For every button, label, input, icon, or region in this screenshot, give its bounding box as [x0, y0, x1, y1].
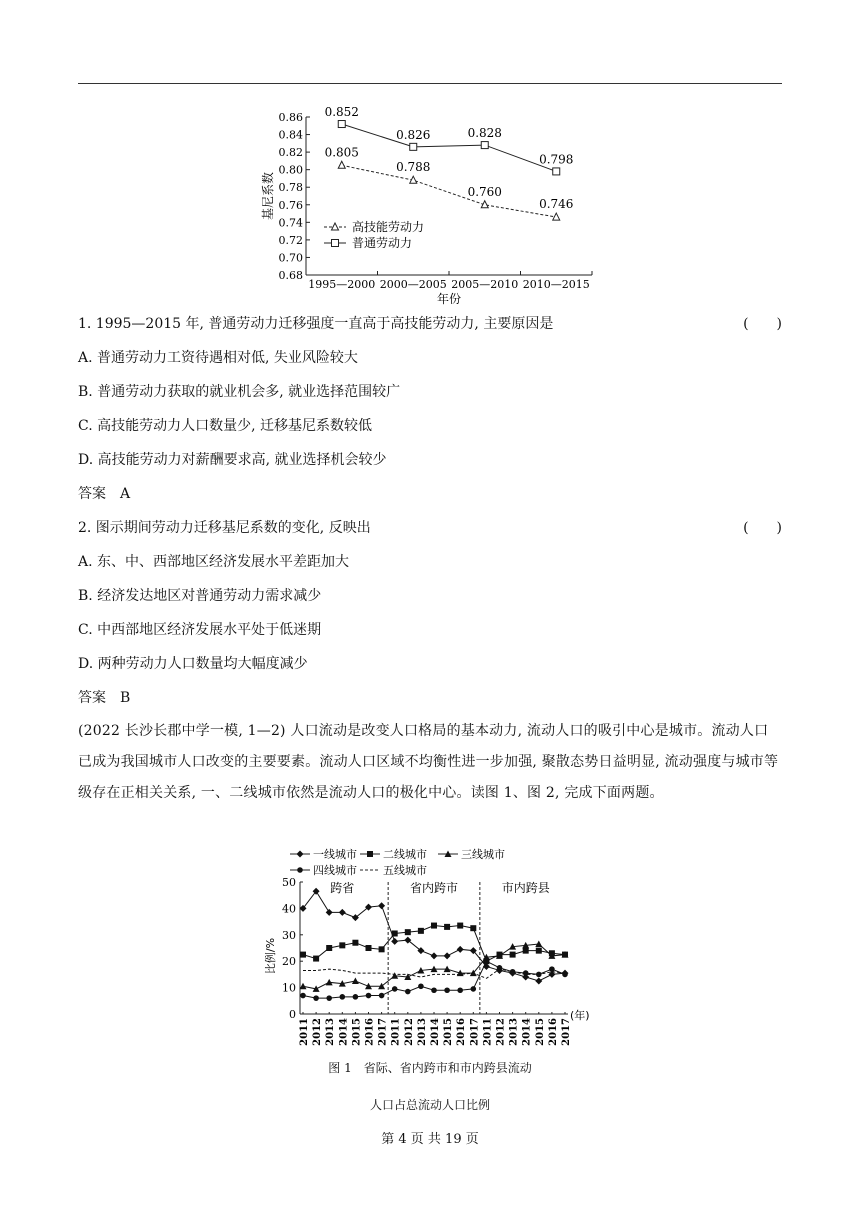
x-tick-label: 2017 — [561, 1018, 572, 1046]
series-square-marker — [536, 948, 542, 954]
x-tick-label: 2017 — [469, 1018, 481, 1046]
x-tick-label: 2017 — [377, 1018, 389, 1046]
legend-square-icon — [332, 240, 339, 247]
data-label: 0.788 — [396, 160, 431, 175]
legend-label: 普通劳动力 — [352, 236, 413, 250]
series-square-marker — [457, 923, 463, 929]
x-tick-label: 2012 — [403, 1018, 415, 1046]
series-circle-marker — [471, 986, 477, 992]
data-label: 0.805 — [324, 145, 359, 160]
series-circle-marker — [379, 993, 385, 999]
series-diamond-marker — [457, 946, 464, 953]
series-circle-marker — [497, 965, 503, 971]
y-tick-label: 0.78 — [278, 181, 303, 195]
series-square-marker — [313, 956, 319, 962]
legend-diamond-icon — [297, 851, 304, 858]
legend-label: 二线城市 — [383, 848, 427, 861]
legend-label: 四线城市 — [313, 864, 357, 877]
series-circle-marker — [405, 989, 411, 995]
y-tick-label: 0.68 — [278, 269, 303, 282]
series-circle-marker — [444, 987, 450, 993]
gini-chart — [258, 95, 608, 307]
series-square-marker — [392, 930, 398, 936]
series-square-marker — [339, 942, 345, 948]
series-square-marker — [510, 952, 516, 958]
q2-option-b: B. 经济发达地区对普通劳动力需求减少 — [78, 588, 322, 604]
q2-bracket: ( ) — [743, 520, 782, 536]
page-footer: 第 4 页 共 19 页 — [381, 1132, 479, 1147]
x-tick-label: 2016 — [456, 1018, 468, 1046]
legend-circle-icon — [297, 867, 303, 873]
series-circle-marker — [340, 994, 346, 1000]
flow-chart — [262, 842, 602, 1054]
y-axis-label: 基尼系数 — [261, 171, 275, 221]
series-diamond-marker — [378, 902, 385, 909]
series-square-marker — [444, 924, 450, 930]
series-circle-marker — [431, 987, 437, 993]
x-axis-label: 年份 — [436, 292, 462, 306]
y-tick-label: 10 — [282, 981, 296, 995]
q2-stem: 2. 图示期间劳动力迁移基尼系数的变化, 反映出 — [78, 520, 371, 536]
legend-triangle-icon — [332, 223, 339, 230]
gini-chart-svg — [258, 95, 608, 307]
x-tick-label: 2005—2010 — [451, 278, 519, 291]
x-tick-label: 2014 — [521, 1018, 533, 1046]
y-tick-label: 0.74 — [278, 216, 303, 230]
y-tick-label: 50 — [282, 876, 296, 889]
square-marker — [553, 168, 560, 175]
series-square-marker — [366, 945, 372, 951]
series-square-marker — [418, 928, 424, 934]
y-tick-label: 0.86 — [278, 111, 303, 124]
q2-option-d: D. 两种劳动力人口数量均大幅度减少 — [78, 656, 308, 672]
data-label: 0.826 — [396, 127, 431, 142]
x-tick-label: 2011 — [390, 1018, 402, 1046]
series-circle-marker — [418, 983, 424, 989]
flow-chart-svg — [262, 842, 602, 1054]
series-circle-marker — [353, 994, 359, 1000]
q2-option-a: A. 东、中、西部地区经济发展水平差距加大 — [78, 554, 350, 570]
x-tick-label: 2016 — [364, 1018, 376, 1046]
y-tick-label: 0.76 — [278, 198, 303, 212]
x-tick-label: 2015 — [351, 1018, 363, 1046]
y-tick-label: 20 — [282, 955, 296, 969]
data-label: 0.852 — [324, 105, 359, 120]
square-marker — [410, 143, 417, 150]
data-label: 0.828 — [467, 126, 502, 141]
x-tick-label: 2011 — [299, 1018, 310, 1046]
q1-option-a: A. 普通劳动力工资待遇相对低, 失业风险较大 — [78, 350, 358, 366]
y-tick-label: 0.84 — [278, 128, 303, 142]
triangle-marker — [338, 161, 345, 168]
q1-option-c: C. 高技能劳动力人口数量少, 迁移基尼系数较低 — [78, 418, 373, 434]
data-label: 0.798 — [539, 152, 574, 167]
series-circle-marker — [313, 995, 319, 1001]
q1-option-d: D. 高技能劳动力对薪酬要求高, 就业选择机会较少 — [78, 452, 387, 468]
series-circle-marker — [484, 958, 490, 964]
x-unit-label: (年) — [570, 1009, 590, 1022]
series-circle-marker — [523, 970, 529, 976]
header-rule — [78, 83, 782, 84]
series-circle-marker — [457, 987, 463, 993]
series-diamond-marker — [535, 978, 542, 985]
series-triangle-marker — [300, 983, 307, 990]
series-circle-marker — [300, 993, 306, 999]
x-tick-label: 2012 — [495, 1018, 507, 1046]
series-diamond-marker — [391, 938, 398, 945]
series-circle-marker — [366, 993, 372, 999]
q1-stem: 1. 1995—2015 年, 普通劳动力迁移强度一直高于高技能劳动力, 主要原因是 — [78, 316, 554, 332]
x-tick-label: 2016 — [547, 1018, 559, 1046]
x-tick-label: 2013 — [325, 1018, 337, 1046]
square-marker — [338, 121, 345, 128]
y-tick-label: 0.70 — [278, 251, 303, 265]
legend-square-icon — [367, 851, 373, 857]
y-tick-label: 0.82 — [278, 146, 303, 160]
x-tick-label: 2013 — [508, 1018, 520, 1046]
series-diamond-marker — [431, 952, 438, 959]
section-label: 市内跨县 — [501, 881, 550, 895]
y-tick-label: 0 — [289, 1008, 296, 1021]
q1-option-b: B. 普通劳动力获取的就业机会多, 就业选择范围较广 — [78, 384, 401, 400]
legend-label: 三线城市 — [461, 848, 505, 861]
triangle-marker — [553, 213, 560, 220]
x-tick-label: 2014 — [338, 1018, 350, 1046]
series-diamond-marker — [339, 909, 346, 916]
series-square-marker — [523, 948, 529, 954]
x-tick-label: 2013 — [416, 1018, 428, 1046]
section-label: 省内跨市 — [409, 881, 459, 895]
series-square-marker — [470, 925, 476, 931]
square-marker — [481, 142, 488, 149]
legend-label: 一线城市 — [313, 848, 357, 861]
q2-answer: 答案 B — [78, 690, 131, 706]
series-line-triangle — [342, 165, 557, 217]
y-tick-label: 0.80 — [278, 163, 303, 177]
x-tick-label: 2014 — [430, 1018, 441, 1046]
y-axis-label: 比例/% — [264, 937, 277, 975]
data-label: 0.760 — [467, 184, 502, 199]
series-line-square — [342, 124, 557, 171]
x-tick-label: 1995—2000 — [308, 278, 376, 291]
series-diamond-marker — [326, 909, 333, 916]
q1-answer: 答案 A — [78, 486, 131, 502]
series-square-marker — [405, 929, 411, 935]
x-tick-label: 2012 — [312, 1018, 324, 1046]
series-circle-marker — [326, 995, 332, 1001]
series-circle-marker — [392, 986, 398, 992]
intro-paragraph: (2022 长沙长郡中学一模, 1—2) 人口流动是改变人口格局的基本动力, 流动人口的吸引中心是城市。流动人口已成为我国城市人口改变的主要要素。流动人口区域不均衡性进一步加强, 聚散态势日益明显, 流动强度与城市等级存在正相关关系, 一、二线城市依然是流动人口的极化中心。读图 1、图 2, 完成下面两题。 — [78, 723, 779, 801]
q1-bracket: ( ) — [743, 316, 782, 332]
x-tick-label: 2015 — [534, 1018, 546, 1046]
y-tick-label: 0.72 — [278, 233, 303, 247]
legend-label: 五线城市 — [383, 864, 427, 877]
series-square-marker — [379, 946, 385, 952]
series-circle-marker — [549, 966, 555, 972]
q2-option-c: C. 中西部地区经济发展水平处于低迷期 — [78, 622, 322, 638]
series-triangle-marker — [352, 978, 359, 985]
x-tick-label: 2015 — [443, 1018, 455, 1046]
y-tick-label: 40 — [282, 902, 296, 916]
series-square-marker — [352, 940, 358, 946]
series-diamond-marker — [444, 952, 451, 959]
figure-caption-line1: 图 1 省际、省内跨市和市内跨县流动 — [328, 1061, 532, 1075]
x-tick-label: 2010—2015 — [522, 278, 590, 291]
series-square-marker — [300, 952, 306, 958]
x-tick-label: 2000—2005 — [379, 278, 447, 291]
y-tick-label: 30 — [282, 928, 296, 942]
series-square-marker — [326, 945, 332, 951]
figure-caption-line2: 人口占总流动人口比例 — [369, 1098, 490, 1112]
series-square-marker — [431, 923, 437, 929]
data-label: 0.746 — [539, 197, 574, 212]
legend-label: 高技能劳动力 — [352, 220, 425, 234]
x-tick-label: 2011 — [482, 1018, 494, 1046]
section-label: 跨省 — [330, 881, 355, 895]
